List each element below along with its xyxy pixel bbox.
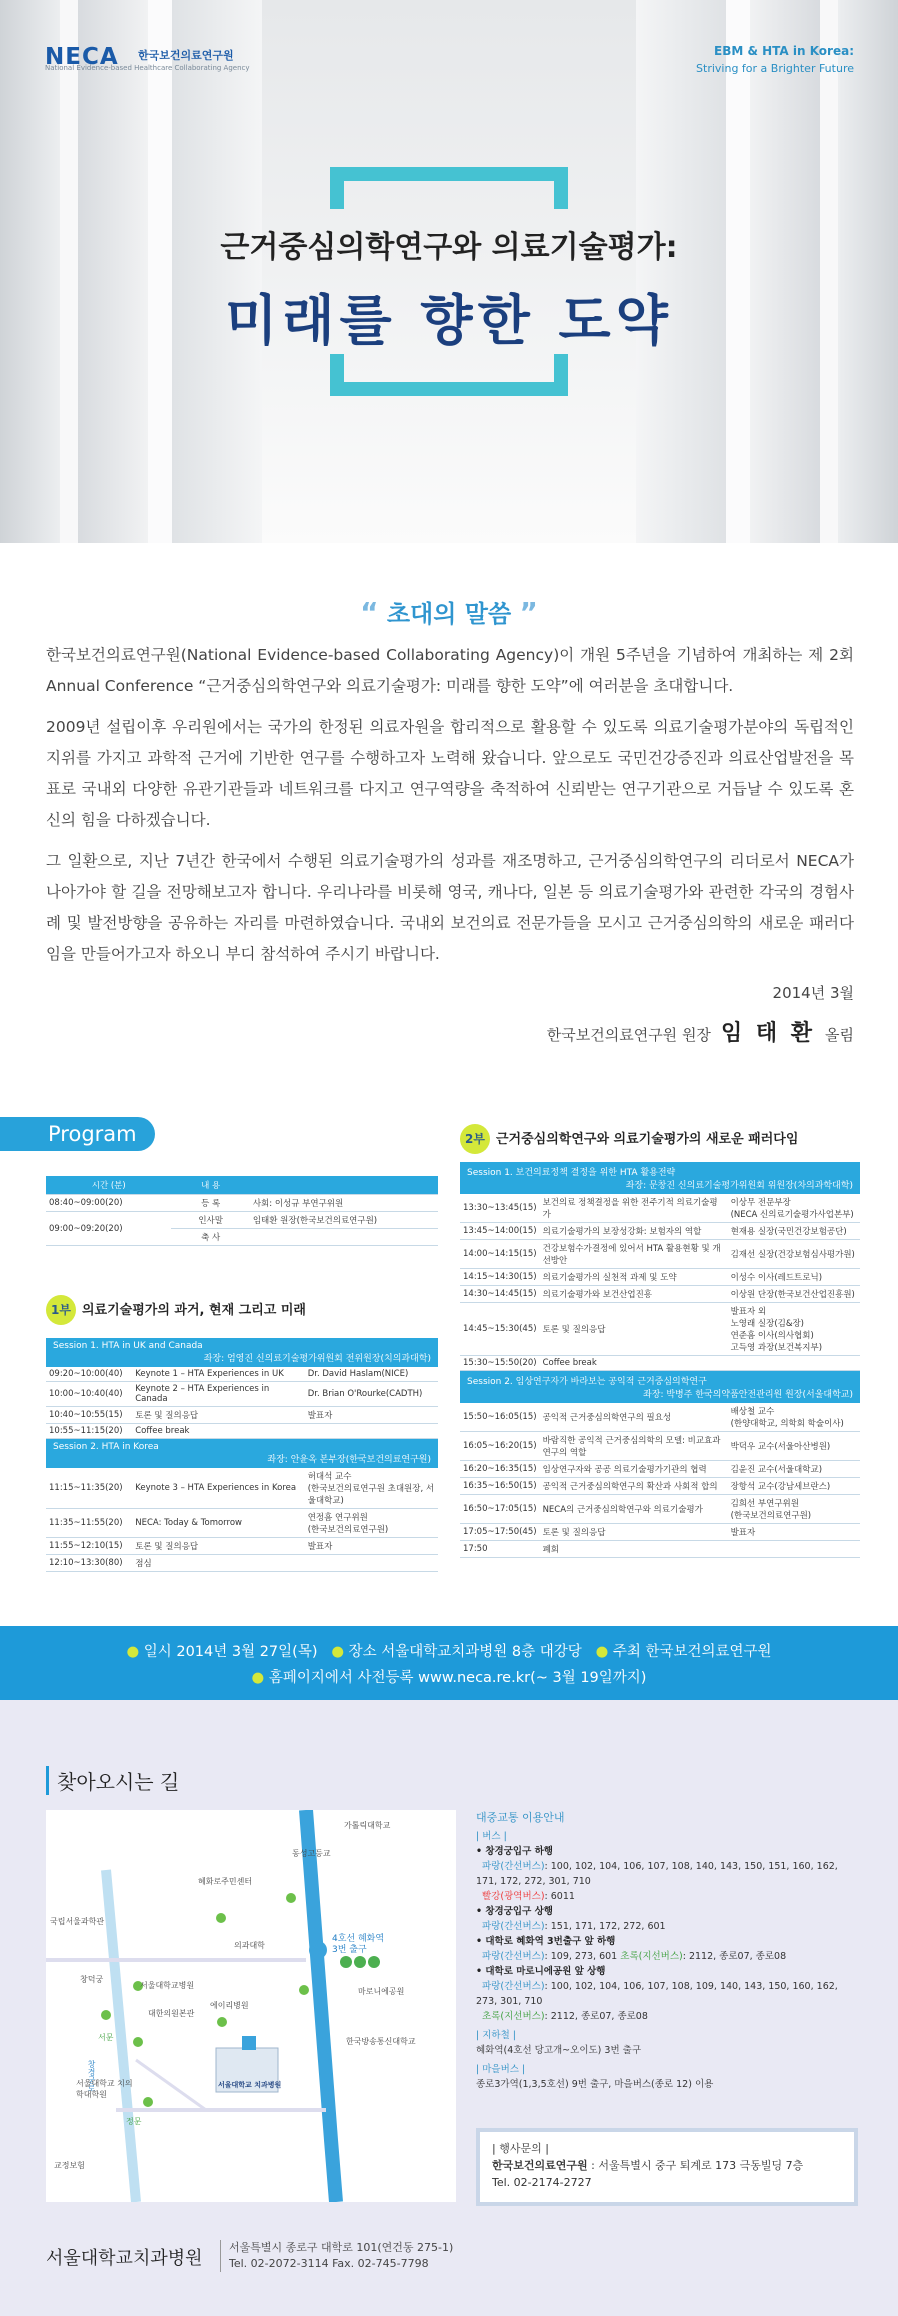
subway-icon <box>309 1941 327 1959</box>
title-frame-corner <box>330 167 344 209</box>
map-label: 창덕궁 <box>80 1975 104 1984</box>
registration-line: ● 홈페이지에서 사전등록 www.neca.re.kr(~ 3월 19일까지) <box>251 1670 647 1686</box>
map-label: 에이리병원 <box>210 2001 249 2010</box>
map-label: 의과대학 <box>234 1941 265 1950</box>
table-row: 13:45~14:00(15) 의료기술평가의 보장성강화: 보험자의 역할 현재용 실장(국민건강보험공단) <box>460 1223 860 1240</box>
table-row: 15:30~15:50(20) Coffee break <box>460 1356 860 1371</box>
table-row: 14:15~14:30(15) 의료기술평가의 실천적 과제 및 도약 이성수 이사(레드트로닉) <box>460 1269 860 1286</box>
title-frame-bottom <box>330 382 568 396</box>
part1-badge: 1부 <box>46 1295 76 1325</box>
map-label-station: 4호선 혜화역 3번 출구 <box>332 1934 385 1955</box>
map-label-road: 창경궁로 <box>87 2060 96 2092</box>
map-label: 서울대학교 치의학대학원 <box>76 2079 133 2099</box>
table-row: 16:05~16:20(15) 바람직한 공익적 근거중심의학의 모델: 비교효과연구의 역할 박덕우 교수(서울아산병원) <box>460 1432 860 1461</box>
table-row: 10:00~10:40(40) Keynote 2 – HTA Experiences in Canada Dr. Brian O'Rourke(CADTH) <box>46 1382 438 1407</box>
tagline-subtitle: Striving for a Brighter Future <box>696 62 854 75</box>
table-row: 08:40~09:00(20) 등 록 사회: 이성규 부연구위원 <box>46 1195 438 1212</box>
table-row: 16:35~16:50(15) 공익적 근거중심의학연구의 확산과 사회적 합의 장항석 교수(강남세브란스) <box>460 1478 860 1495</box>
location-map <box>46 1810 456 2202</box>
table-row: 14:45~15:30(45) 토론 및 질의응답 발표자 외 노영래 실장(김&장) 연준흠 이사(의사협회) 고득영 과장(보건복지부) <box>460 1303 860 1356</box>
map-label: 서울대학교병원 <box>140 1981 195 1990</box>
table-row: 11:55~12:10(15) 토론 및 질의응답 발표자 <box>46 1538 438 1555</box>
table-row: 10:55~11:15(20) Coffee break <box>46 1424 438 1439</box>
title-frame-corner <box>554 167 568 209</box>
table-row: 16:20~16:35(15) 임상연구자와 공공 의료기술평가기관의 협력 김윤진 교수(서울대학교) <box>460 1461 860 1478</box>
neca-logo-korean: 한국보건의료연구원 <box>138 49 234 62</box>
title-frame-top <box>330 167 568 181</box>
table-row: 17:05~17:50(45) 토론 및 질의응답 발표자 <box>460 1524 860 1541</box>
table-row: 16:50~17:05(15) NECA의 근거중심의학연구와 의료기술평가 김희선 부연구위원 (한국보건의료연구원) <box>460 1495 860 1524</box>
part2-heading: 2부 근거중심의학연구와 의료기술평가의 새로운 패러다임 <box>460 1124 860 1154</box>
table-row: 14:00~14:15(15) 건강보험수가결정에 있어서 HTA 활용현황 및 개선방안 김재선 실장(건강보험심사평가원) <box>460 1240 860 1269</box>
table-row: 14:30~14:45(15) 의료기술평가와 보건산업진흥 이상원 단장(한국보건산업진흥원) <box>460 1286 860 1303</box>
map-label: 한국방송통신대학교 <box>346 2037 416 2046</box>
neca-logo-subtitle: National Evidence-based Healthcare Collaborating Agency <box>45 64 250 72</box>
table-row: 11:15~11:35(20) Keynote 3 – HTA Experiences in Korea 허대석 교수 (한국보건의료연구원 초대원장, 서울대학교) <box>46 1468 438 1509</box>
table-row: 12:10~13:30(80) 점심 <box>46 1555 438 1572</box>
table-row: 17:50 폐회 <box>460 1541 860 1558</box>
event-info-bar <box>0 1626 898 1700</box>
invitation-signature: 한국보건의료연구원 원장 임 태 환 올림 <box>546 1021 854 1046</box>
map-graphic <box>46 1810 456 2202</box>
map-label: 혜화로주민센터 <box>198 1877 253 1886</box>
table-row: 10:40~10:55(15) 토론 및 질의응답 발표자 <box>46 1407 438 1424</box>
directions-title: 찾아오시는 길 <box>46 1766 179 1795</box>
part2-sessions: Session 1. 보건의료정책 결정을 위한 HTA 활용전략 좌장: 문창진 신의료기술평가위원회 위원장(차의과학대학) 13:30~13:45(15) 보건의료 정책결정을 위한 전주기적 의료기술평가 이상무 전문부장 (NECA 신의료기술평가사업본부) 13:45~14:00(15) 의료기술평가의 보장성강화: 보험자의 역할 현재용 실장(국민건강보험공단) 14:00~14:15(15) 건강보험수가결정에 있어서 HTA 활용현황 및 개선방안 김재선 실장(건강보험심사평가원) 14:15~14:30(15) 의료기술평가의 실천적 과제 및 도약 이성수 이사(레드트로닉) 14:30~14:45(15) 의료기술평가와 보건산업진흥 이상원 단장(한국보건산업진흥원) 14:45~15:30(45) 토론 및 질의응답 발표자 외 노영래 실장(김&장) 연준흠 이사(의사협회) 고득영 과장(보건복지부) 15:30~15:50(20) Coffee break Session 2. 임상연구자가 바라보는 공익적 근거중심의학연구 좌장: 박병주 한국의약품안전관리원 원장(서울대학교) 15:50~16:05(15) 공익적 근거중심의학연구의 필요성 배상철 교수 (한양대학교, 의학회 학술이사) 16:05~16:20(15) 바람직한 공익적 근거중심의학의 모델: 비교효과연구의 역할 박덕우 교수(서울아산병원) 16:20~16:35(15) 임상연구자와 공공 의료기술평가기관의 협력 김윤진 교수(서울대학교) 16:35~16:50(15) 공익적 근거중심의학연구의 확산과 사회적 합의 장항석 교수(강남세브란스) 16:50~17:05(15) NECA의 근거중심의학연구와 의료기술평가 김희선 부연구위원 (한국보건의료연구원) 17:05~17:50(45) 토론 및 질의응답 발표자 17:50 폐회 <box>460 1162 860 1558</box>
hospital-name: 서울대학교치과병원 <box>46 2248 203 2269</box>
title-frame-corner <box>330 354 344 396</box>
neca-logo: NECA <box>45 44 119 70</box>
map-label: 대한의원본관 <box>148 2009 195 2018</box>
program-tab: Program <box>0 1117 155 1151</box>
map-label: 교정보험 <box>54 2161 85 2170</box>
event-info-line: ● 일시 2014년 3월 27일(목) ● 장소 서울대학교치과병원 8층 대강당 ● 주최 한국보건의료연구원 <box>126 1644 772 1660</box>
conference-title: 근거중심의학연구와 의료기술평가: <box>220 230 678 265</box>
title-frame-corner <box>554 354 568 396</box>
invitation-paragraph: 한국보건의료연구원(National Evidence-based Collaborating Agency)이 개원 5주년을 기념하여 개최하는 제 2회 Annual Conference “근거중심의학연구와 의료기술평가: 미래를 향한 도약”에 여러분을 초대합니다. <box>46 646 854 695</box>
table-row: 09:00~09:20(20) 인사말 임태환 원장(한국보건의료연구원) <box>46 1212 438 1229</box>
map-label: 가톨릭대학교 <box>344 1821 391 1830</box>
invitation-paragraph: 그 일환으로, 지난 7년간 한국에서 수행된 의료기술평가의 성과를 재조명하고, 근거중심의학연구의 리더로서 NECA가 나아가야 할 길을 전망해보고자 합니다. 우리나라를 비롯해 영국, 캐나다, 일본 등 의료기술평가와 관련한 각국의 경험사례 및 발전방향을 공유하는 자리를 마련하였습니다. 국내외 보건의료 전문가들을 모시고 근거중심의학의 새로운 패러다임을 만들어가고자 하오니 부디 참석하여 주시기 바랍니다. <box>46 852 854 963</box>
map-label: 마로니에공원 <box>358 1987 405 1996</box>
invitation-heading: “ 초대의 말씀 ” <box>360 596 538 629</box>
conference-subtitle: 미래를 향한 도약 <box>225 289 673 352</box>
map-label-road: 대학로 <box>339 2070 349 2097</box>
table-row: 09:20~10:00(40) Keynote 1 – HTA Experiences in UK Dr. David Haslam(NICE) <box>46 1367 438 1382</box>
opening-table: 시간 (분) 내 용 08:40~09:00(20) 등 록 사회: 이성규 부연구위원 09:00~09:20(20) 인사말 임태환 원장(한국보건의료연구원) 축 사 <box>46 1176 438 1246</box>
invitation-paragraph: 2009년 설립이후 우리원에서는 국가의 한정된 의료자원을 합리적으로 활용할 수 있도록 의료기술평가분야의 독립적인 지위를 가지고 과학적 근거에 기반한 연구를 수행하고자 노력해 왔습니다. 앞으로도 국민건강증진과 의료산업발전을 목표로 국내외 다양한 유관기관들과 네트워크를 다지고 연구역량을 축적하여 신뢰받는 연구기관으로 거듭날 수 있도록 혼신의 힘을 다하겠습니다. <box>46 718 854 829</box>
table-row: 15:50~16:05(15) 공익적 근거중심의학연구의 필요성 배상철 교수 (한양대학교, 의학회 학술이사) <box>460 1403 860 1432</box>
hero-banner <box>0 0 898 543</box>
contact-box: | 행사문의 | 한국보건의료연구원 : 서울특별시 중구 퇴계로 173 극동빌딩 7층 Tel. 02-2174-2727 <box>476 2128 858 2206</box>
tagline-title: EBM & HTA in Korea: <box>714 44 854 58</box>
map-label: 정문 <box>126 2117 142 2126</box>
table-row: 11:35~11:55(20) NECA: Today & Tomorrow 연정흠 연구위원 (한국보건의료연구원) <box>46 1509 438 1538</box>
table-row: 13:30~13:45(15) 보건의료 정책결정을 위한 전주기적 의료기술평가 이상무 전문부장 (NECA 신의료기술평가사업본부) <box>460 1194 860 1223</box>
table-row: 축 사 <box>46 1229 438 1246</box>
transit-guide: 대중교통 이용안내 | 버스 | • 창경궁입구 하행 파랑(간선버스): 100, 102, 104, 106, 107, 108, 140, 143, 150, 151, 160, 162, 171, 172, 272, 301, 710 빨강(광역버스): 6011 • 창경궁입구 상행 파랑(간선버스): 151, 171, 172, 272, 601 • 대학로 혜화역 3번출구 앞 하행 파랑(간선버스): 109, 273, 601 초록(지선버스): 2112, 종로07, 종로08 • 대학로 마로니에공원 앞 상행 파랑(간선버스): 100, 102, 104, 106, 107, 108, 109, 140, 143, 150, 160, 162, 273, 301, 710 초록(지선버스): 2112, 종로07, 종로08 | 지하철 | 혜화역(4호선 당고개~오이도) 3번 출구 | 마을버스 | 종로3가역(1,3,5호선) 9번 출구, 마을버스(종로 12) 이용 <box>476 1811 838 2090</box>
quote-open-icon: “ <box>360 596 379 629</box>
part2-badge: 2부 <box>460 1124 490 1154</box>
tree-icons <box>340 1956 380 1968</box>
part1-session1: Session 1. HTA in UK and Canada 좌장: 엄영진 신의료기술평가위원회 전위원장(치의과대학) 09:20~10:00(40) Keynote 1 – HTA Experiences in UK Dr. David Haslam(NICE) 10:00~10:40(40) Keynote 2 – HTA Experiences in Canada Dr. Brian O'Rourke(CADTH) 10:40~10:55(15) 토론 및 질의응답 발표자 10:55~11:15(20) Coffee break Session 2. HTA in Korea 좌장: 안윤옥 본부장(한국보건의료연구원) 11:15~11:35(20) Keynote 3 – HTA Experiences in Korea 허대석 교수 (한국보건의료연구원 초대원장, 서울대학교) 11:35~11:55(20) NECA: Today & Tomorrow 연정흠 연구위원 (한국보건의료연구원) 11:55~12:10(15) 토론 및 질의응답 발표자 12:10~13:30(80) 점심 <box>46 1338 438 1572</box>
quote-close-icon: ” <box>519 596 538 629</box>
map-label: 동성고등교 <box>292 1849 331 1858</box>
invitation-date: 2014년 3월 <box>772 984 854 1002</box>
map-label: 국립서울과학관 <box>50 1917 105 1926</box>
hospital-address: 서울특별시 종로구 대학로 101(연건동 275-1) Tel. 02-2072-3114 Fax. 02-745-7798 <box>220 2240 453 2272</box>
map-label-hospital: 서울대학교 치과병원 <box>218 2081 282 2089</box>
map-label: 서문 <box>98 2033 114 2042</box>
part1-heading: 1부 의료기술평가의 과거, 현재 그리고 미래 <box>46 1295 438 1325</box>
